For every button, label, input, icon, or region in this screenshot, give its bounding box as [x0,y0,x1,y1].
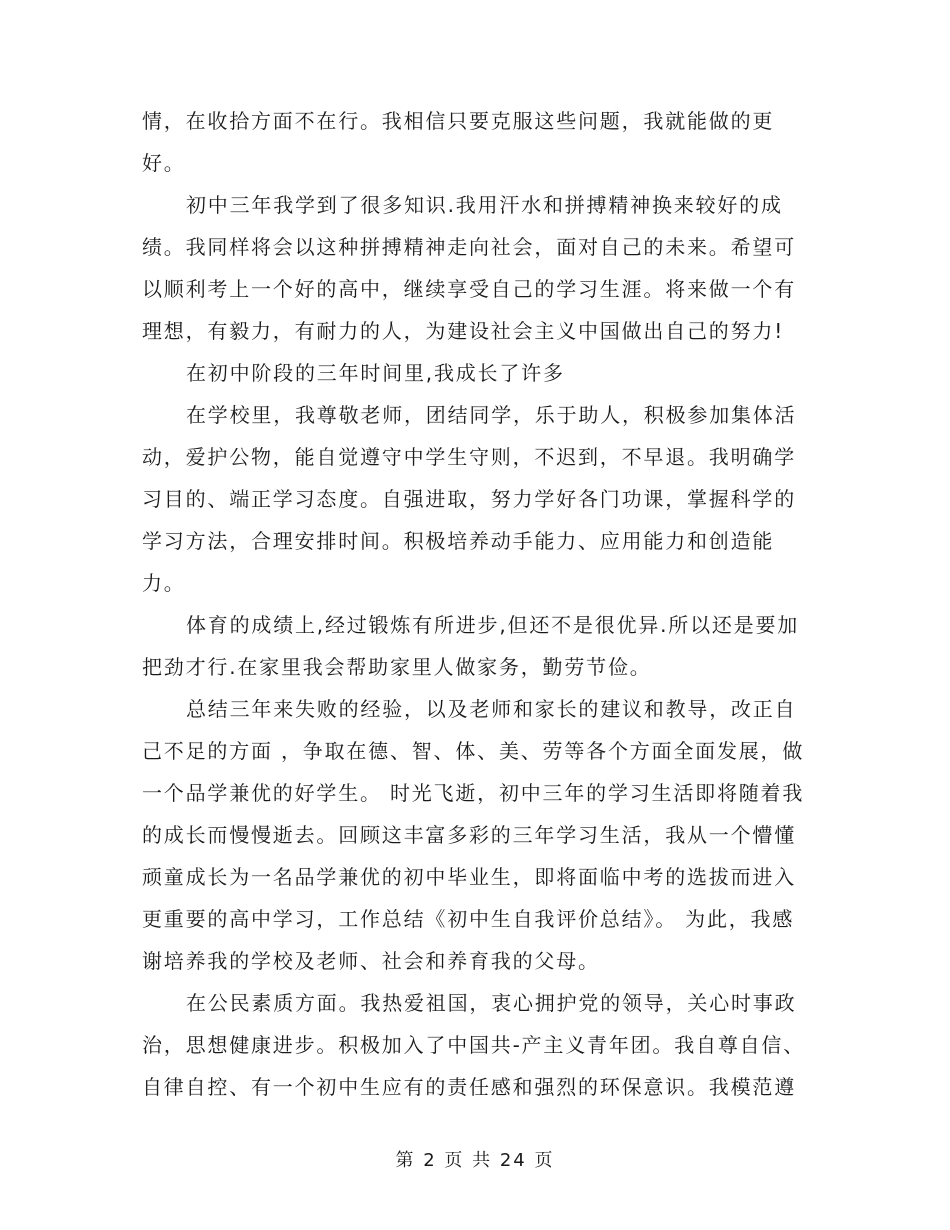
text-line: 绩。我同样将会以这种拼搏精神走向社会，面对自己的未来。希望可 [142,235,796,259]
text-line: 把劲才行.在家里我会帮助家里人做家务，勤劳节俭。 [142,655,652,679]
text-line: 在公民素质方面。我热爱祖国，衷心拥护党的领导，关心时事政 [186,991,797,1015]
text-line: 在初中阶段的三年时间里,我成长了许多 [186,361,565,385]
text-line: 动，爱护公物，能自觉遵守中学生守则，不迟到，不早退。我明确学 [142,445,796,469]
text-line: 在学校里，我尊敬老师，团结同学，乐于助人，积极参加集体活 [186,403,797,427]
text-line: 初中三年我学到了很多知识.我用汗水和拼搏精神换来较好的成 [186,193,783,217]
text-line: 谢培养我的学校及老师、社会和养育我的父母。 [142,949,600,973]
text-line: 习目的、端正学习态度。自强进取，努力学好各门功课，掌握科学的 [142,487,796,511]
text-line: 学习方法，合理安排时间。积极培养动手能力、应用能力和创造能 [142,529,775,553]
text-line: 总结三年来失败的经验，以及老师和家长的建议和教导，改正自 [186,697,797,721]
text-line: 顽童成长为一名品学兼优的初中毕业生，即将面临中考的选拔而进入 [142,865,796,889]
text-line: 自律自控、有一个初中生应有的责任感和强烈的环保意识。我模范遵 [142,1075,796,1099]
document-body [142,100,814,1108]
text-line: 的成长而慢慢逝去。回顾这丰富多彩的三年学习生活，我从一个懵懂 [142,823,796,847]
page-number-footer: 第 2 页 共 24 页 [395,1150,555,1171]
text-line: 以顺利考上一个好的高中，继续享受自己的学习生涯。将来做一个有 [142,277,796,301]
text-line: 己不足的方面 ，争取在德、智、体、美、劳等各个方面全面发展，做 [142,739,805,763]
text-line: 治，思想健康进步。积极加入了中国共-产主义青年团。我自尊自信、 [142,1033,806,1057]
text-line: 体育的成绩上,经过锻炼有所进步,但还不是很优异.所以还是要加 [186,613,800,637]
text-line: 更重要的高中学习，工作总结《初中生自我评价总结》。 为此，我感 [142,907,795,931]
text-line: 力。 [142,571,186,595]
text-line: 理想，有毅力，有耐力的人，为建设社会主义中国做出自己的努力! [142,319,785,343]
text-line: 一个品学兼优的好学生。 时光飞逝，初中三年的学习生活即将随着我 [142,781,805,805]
text-line: 好。 [142,151,186,175]
text-line: 情，在收拾方面不在行。我相信只要克服这些问题，我就能做的更 [142,109,775,133]
